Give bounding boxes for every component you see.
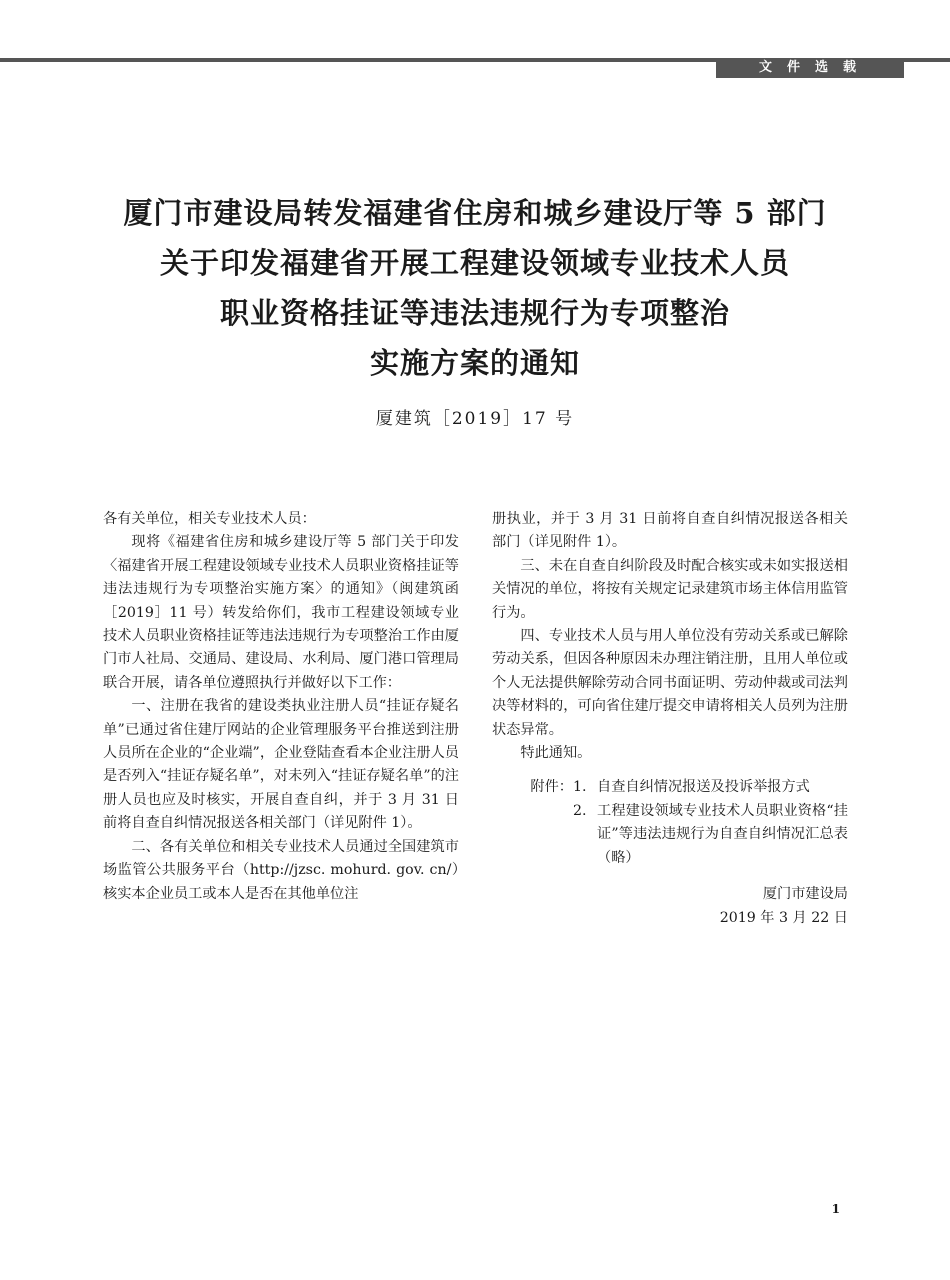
attachments-label: 附件：	[530, 779, 573, 796]
page-number: 1	[831, 1202, 840, 1216]
paragraph-intro: 现将《福建省住房和城乡建设厅等 5 部门关于印发〈福建省开展工程建设领域专业技术人员职业资格挂证等违法违规行为专项整治实施方案〉的通知》（闽建筑函［2019］11 号）转发给你们，我市工程建设领域专业技术人员职业资格挂证等违法违规行为专项整治工作由厦门市人社局、交通局、建设局、水利局、厦门港口管理局联合开展，请各单位遵照执行并做好以下工作：	[103, 534, 459, 691]
closing-remark: 特此通知。	[520, 745, 592, 762]
attachment-item	[492, 776, 848, 799]
section-label: 文件选载	[716, 58, 904, 78]
attachment-item	[492, 800, 848, 870]
paragraph-item-4: 四、专业技术人员与用人单位没有劳动关系或已解除劳动关系，但因各种原因未办理注销注册，且用人单位或个人无法提供解除劳动合同书面证明、劳动仲裁或司法判决等材料的，可向省住建厅提交申请将相关人员列为注册状态异常。	[492, 628, 848, 738]
document-number: 厦建筑［2019］17 号	[375, 409, 575, 429]
salutation: 各有关单位，相关专业技术人员：	[103, 511, 316, 527]
attachment-number: 1.	[573, 779, 587, 796]
title-line-2: 关于印发福建省开展工程建设领域专业技术人员	[159, 246, 790, 280]
attachments-list	[492, 776, 848, 870]
paragraph-item-2-continued: 册执业，并于 3 月 31 日前将自查自纠情况报送各相关部门（详见附件 1）。	[492, 511, 848, 551]
signature-date: 2019 年 3 月 22 日	[719, 909, 848, 926]
right-column	[492, 508, 848, 930]
signature-org: 厦门市建设局	[762, 886, 848, 903]
paragraph-item-3: 三、未在自查自纠阶段及时配合核实或未如实报送相关情况的单位，将按有关规定记录建筑市场主体信用监管行为。	[492, 557, 848, 621]
paragraph-item-2: 二、各有关单位和相关专业技术人员通过全国建筑市场监管公共服务平台（http://jzsc. mohurd. gov. cn/）核实本企业员工或本人是否在其他单位注	[103, 838, 459, 902]
title-line-1: 厦门市建设局转发福建省住房和城乡建设厅等 5 部门	[123, 196, 827, 230]
title-line-4: 实施方案的通知	[369, 346, 580, 380]
title-line-3: 职业资格挂证等违法违规行为专项整治	[219, 296, 730, 330]
attachment-title: 自查自纠情况报送及投诉举报方式	[597, 779, 810, 796]
left-column	[103, 508, 459, 906]
paragraph-item-1: 一、注册在我省的建设类执业注册人员“挂证存疑名单”已通过省住建厅网站的企业管理服务平台推送到注册人员所在企业的“企业端”，企业登陆查看本企业注册人员是否列入“挂证存疑名单”，对未列入“挂证存疑名单”的注册人员也应及时核实，开展自查自纠，并于 3 月 31 日前将自查自纠情况报送各相关部门（详见附件 1）。	[103, 698, 459, 832]
attachment-number: 2.	[573, 802, 587, 819]
document-title	[60, 188, 890, 388]
signature-block	[492, 883, 848, 930]
attachment-title: 工程建设领域专业技术人员职业资格“挂证”等违法违规行为自查自纠情况汇总表（略）	[597, 802, 848, 866]
